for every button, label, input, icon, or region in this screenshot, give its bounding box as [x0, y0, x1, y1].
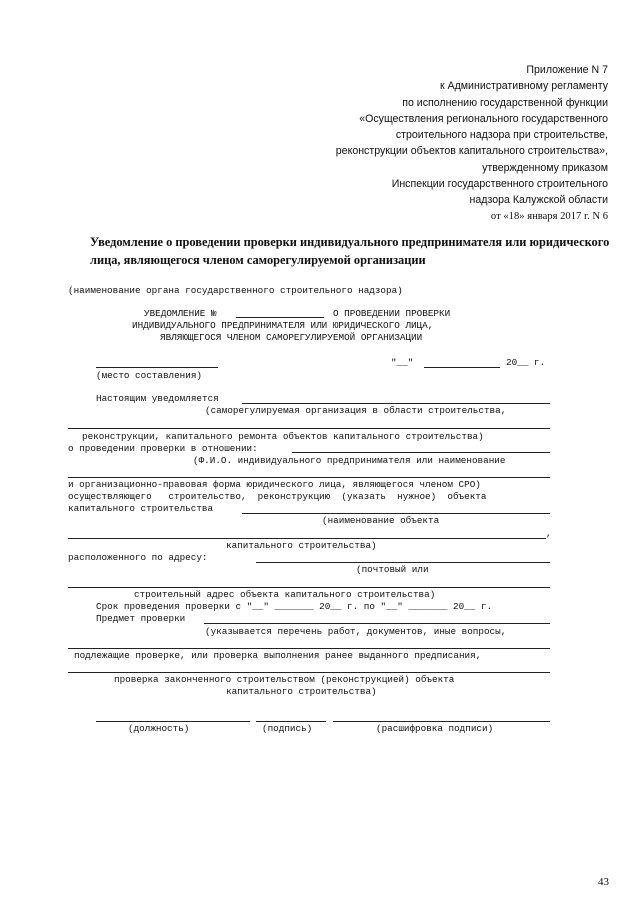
comma: ,	[546, 528, 552, 539]
appendix-header	[336, 62, 608, 225]
sro-caption: (саморегулируемая организация в области строительства,	[205, 405, 507, 416]
date-month-blank[interactable]	[424, 367, 500, 368]
address-caption: (почтовый или	[356, 564, 429, 575]
appendix-line: строительного надзора при строительстве,	[395, 129, 608, 142]
page-number: 43	[598, 876, 609, 888]
entity-blank-2[interactable]	[68, 477, 550, 478]
object-caption-2: капитального строительства)	[226, 540, 377, 551]
appendix-line: реконструкции объектов капитального строительства»,	[335, 145, 608, 158]
name-blank[interactable]	[333, 721, 550, 722]
appendix-line: Инспекции государственного строительного	[391, 178, 608, 191]
sro-caption-2: реконструкции, капитального ремонта объектов капитального строительства)	[82, 431, 484, 442]
address-blank[interactable]	[256, 562, 550, 563]
appendix-line: по исполнению государственной функции	[402, 96, 608, 109]
object-blank[interactable]	[242, 513, 550, 514]
notice-number-blank[interactable]	[236, 317, 324, 318]
subject-caption-2: подлежащие проверке, или проверка выполнения ранее выданного предписания,	[74, 650, 482, 661]
subject-blank-3[interactable]	[68, 672, 550, 673]
authority-caption: (наименование органа государственного строительного надзора)	[68, 285, 403, 296]
position-caption: (должность)	[128, 723, 190, 734]
signature-caption: (подпись)	[262, 723, 313, 734]
subject-caption-3: проверка законченного строительством (реконструкцией) объекта	[114, 674, 455, 685]
capital-label: капитального строительства	[68, 503, 214, 514]
object-blank-2[interactable]	[68, 538, 546, 539]
place-blank[interactable]	[96, 367, 218, 368]
subject-caption: (указывается перечень работ, документов, иные вопросы,	[205, 626, 507, 637]
appendix-line: «Осуществления регионального государственного	[359, 112, 608, 125]
entity-caption: (Ф.И.О. индивидуального предпринимателя или наименование	[193, 455, 506, 466]
performing-label: осуществляющего строительство, реконструкцию (указать нужное) объекта	[68, 491, 487, 502]
address-caption-2: строительный адрес объекта капитального строительства)	[134, 589, 436, 600]
subject-caption-4: капитального строительства)	[226, 686, 377, 697]
entity-blank[interactable]	[292, 452, 550, 453]
object-caption: (наименование объекта	[322, 515, 440, 526]
regarding-label: о проведении проверки в отношении:	[68, 443, 258, 454]
place-caption: (место составления)	[96, 370, 203, 381]
date-year: 20__ г.	[506, 357, 546, 368]
heading-number-label: УВЕДОМЛЕНИЕ №	[144, 308, 217, 319]
address-label: расположенного по адресу:	[68, 552, 208, 563]
sro-blank-2[interactable]	[68, 428, 550, 429]
name-caption: (расшифровка подписи)	[376, 723, 494, 734]
signature-blank[interactable]	[256, 721, 326, 722]
subject-blank-2[interactable]	[68, 648, 550, 649]
date-day: "__"	[391, 357, 414, 368]
appendix-line: к Административному регламенту	[439, 80, 608, 93]
notify-label: Настоящим уведомляется	[96, 393, 219, 404]
heading-line: ИНДИВИДУАЛЬНОГО ПРЕДПРИНИМАТЕЛЯ ИЛИ ЮРИДИЧЕСКОГО ЛИЦА,	[132, 320, 434, 331]
heading-line: ЯВЛЯЮЩЕГОСЯ ЧЛЕНОМ САМОРЕГУЛИРУЕМОЙ ОРГАНИЗАЦИИ	[160, 332, 423, 343]
appendix-line: надзора Калужской области	[469, 194, 608, 207]
entity-caption-2: и организационно-правовая форма юридического лица, являющегося членом СРО)	[68, 479, 481, 490]
subject-label: Предмет проверки	[96, 613, 186, 624]
appendix-line: от «18» января 2017 г. N 6	[490, 210, 608, 222]
document-title: Уведомление о проведении проверки индивидуального предпринимателя или юридического лица, являющегося членом саморегулируемой организации	[90, 235, 610, 267]
address-blank-2[interactable]	[68, 587, 550, 588]
subject-blank[interactable]	[204, 623, 550, 624]
appendix-line: Приложение N 7	[526, 64, 608, 76]
position-blank[interactable]	[96, 721, 250, 722]
period-text: Срок проведения проверки с "__" _______ 20__ г. по "__" _______ 20__ г.	[96, 601, 493, 612]
sro-blank[interactable]	[242, 403, 550, 404]
appendix-line: утвержденному приказом	[482, 161, 608, 174]
heading-title-part: О ПРОВЕДЕНИИ ПРОВЕРКИ	[333, 308, 451, 319]
